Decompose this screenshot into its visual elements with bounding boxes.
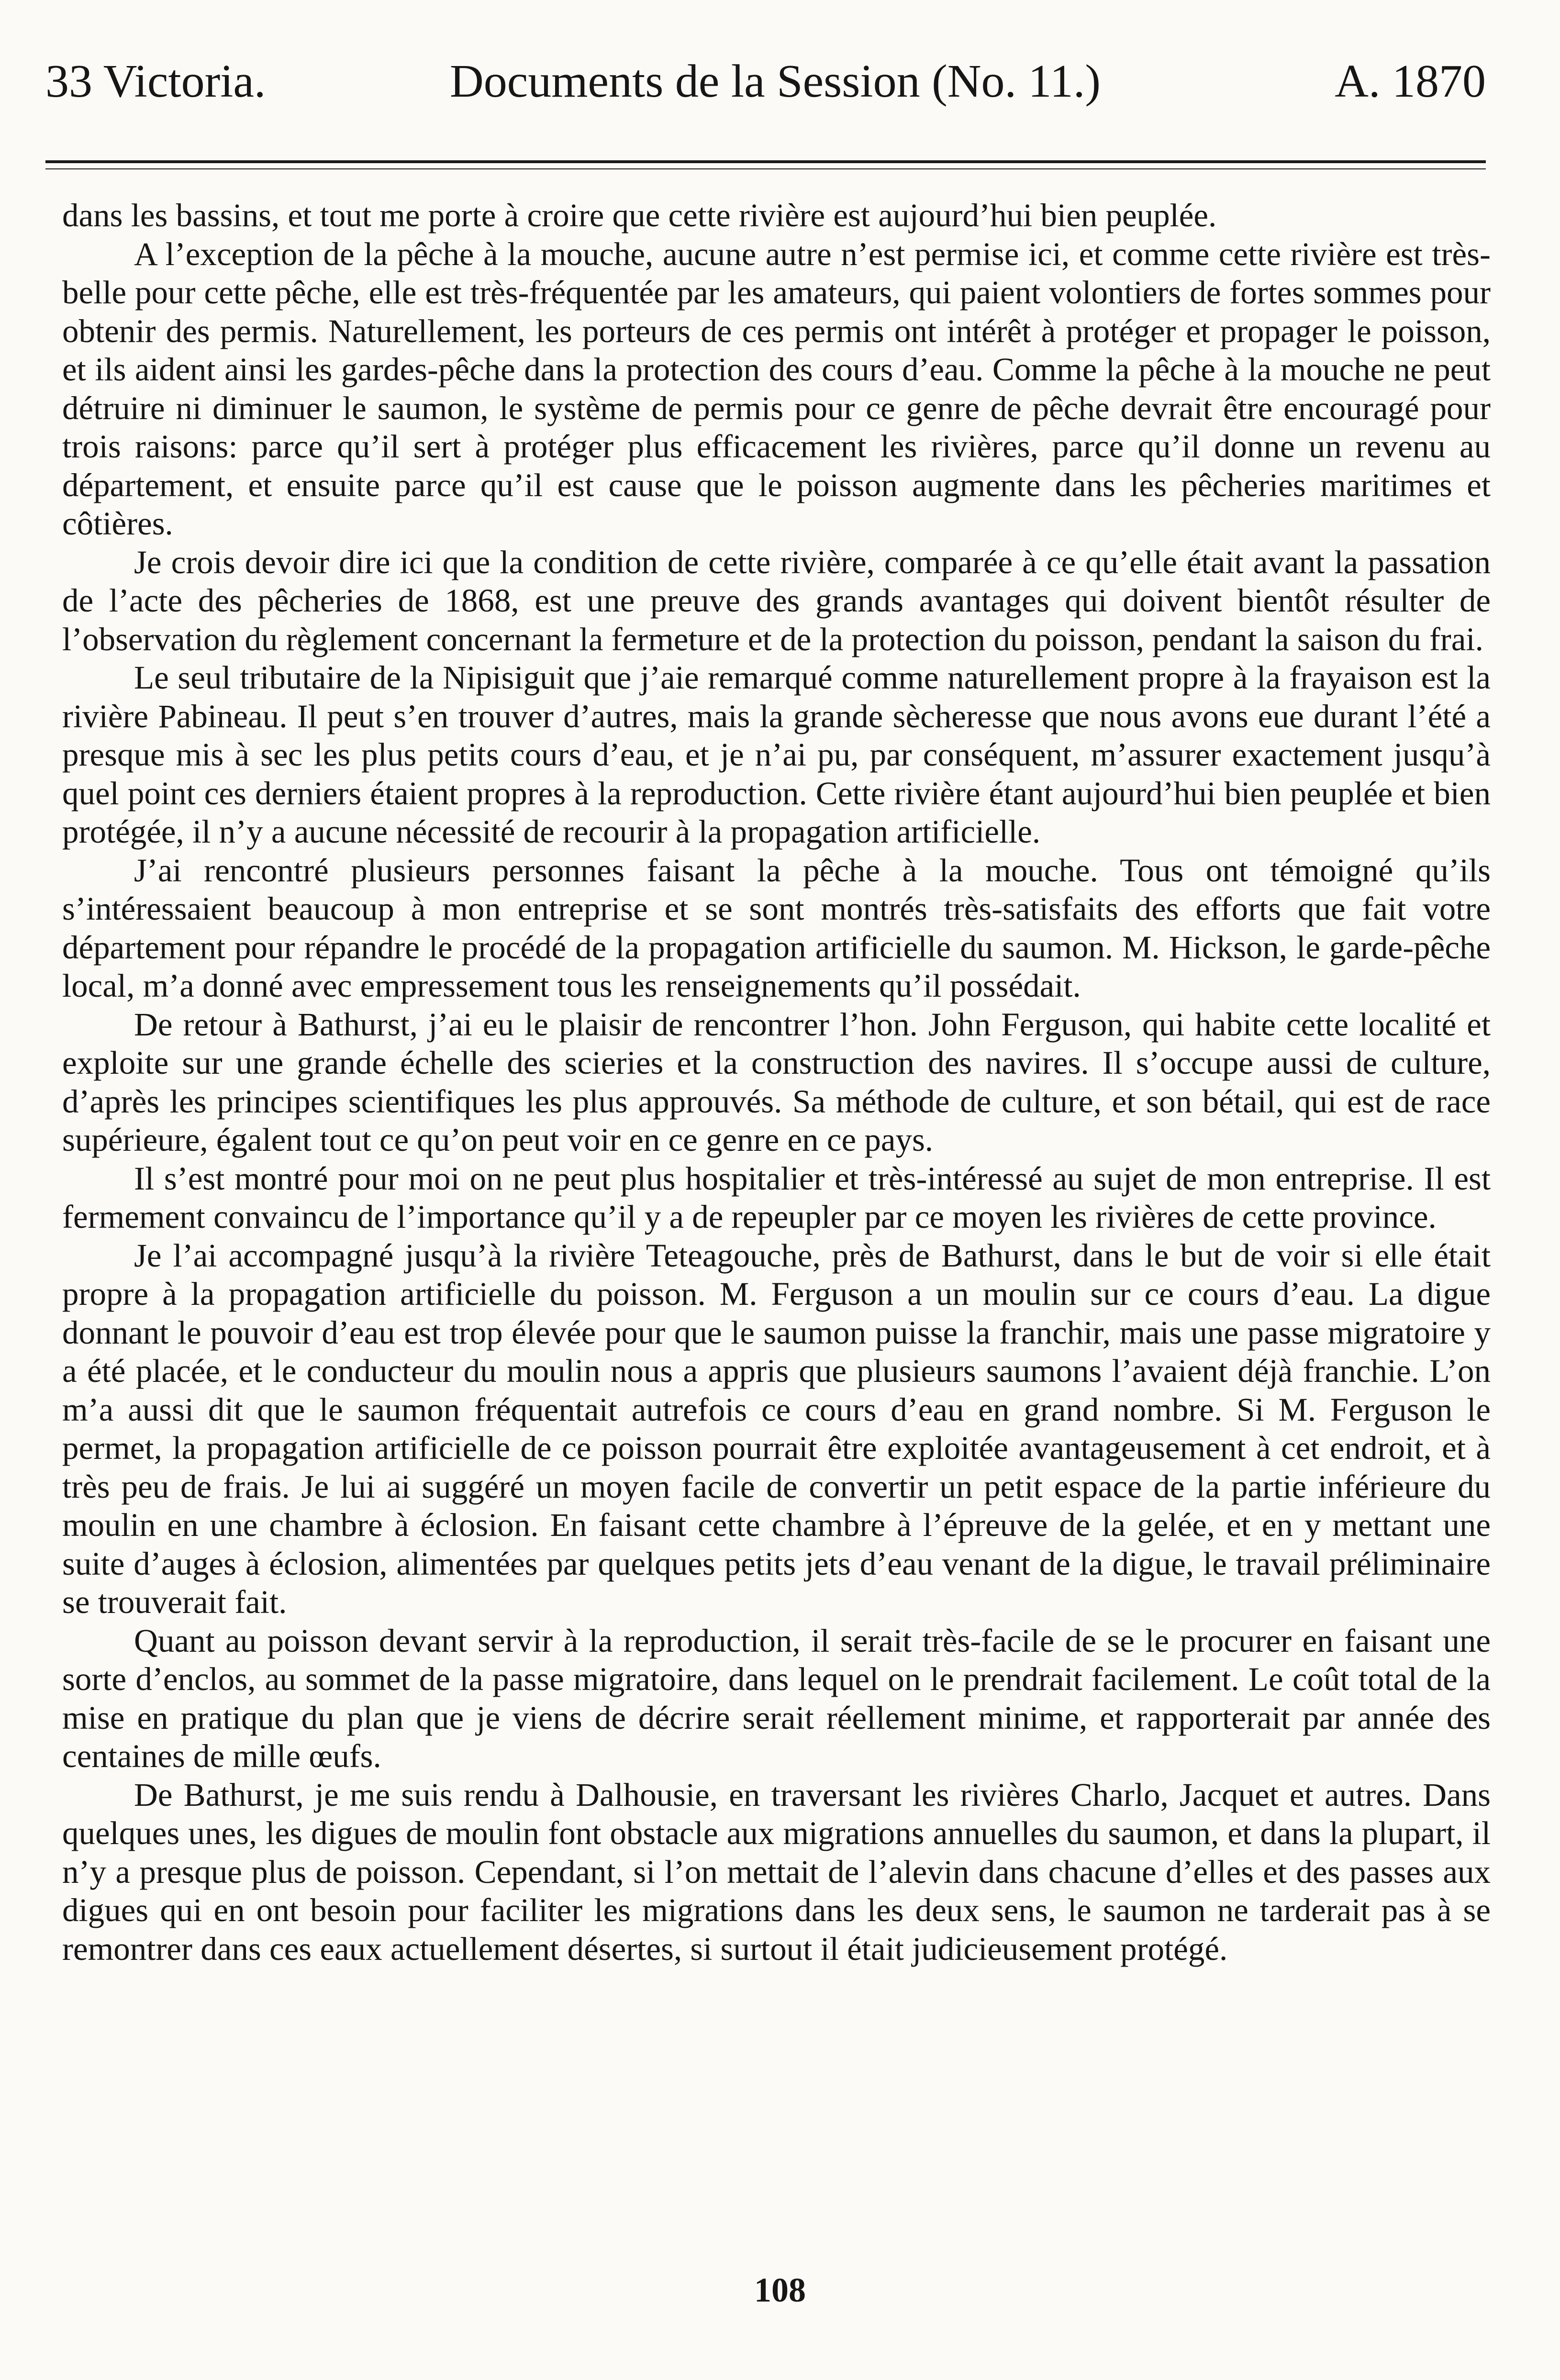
header-document-title: Documents de la Session (No. 11.) [450, 56, 1101, 107]
paragraph: Quant au poisson devant servir à la reproduction, il serait très-facile de se le procurer en faisant une sorte d’enclos, au sommet de la passe migratoire, dans lequel on le prendrait facilement. Le coût total de la mise en pratique du plan que je viens de décrire serait réellement minime, et rapporterait par année des centaines de mille œufs. [62, 1622, 1491, 1774]
paragraph: Je l’ai accompagné jusqu’à la rivière Teteagouche, près de Bathurst, dans le but de voir si elle était propre à la propagation artificielle du poisson. M. Ferguson a un moulin sur ce cours d’eau. La digue donnant le pouvoir d’eau est trop élevée pour que le saumon puisse la franchir, mais une passe migratoire y a été placée, et le conducteur du moulin nous a appris que plusieurs saumons l’avaient déjà franchie. L’on m’a aussi dit que le saumon fréquentait autrefois ce cours d’eau en grand nombre. Si M. Ferguson le permet, la propagation artificielle de ce poisson pourrait être exploitée avantageusement à cet endroit, et à très peu de frais. Je lui ai suggéré un moyen facile de convertir un petit espace de la partie inférieure du moulin en une chambre à éclosion. En faisant cette chambre à l’épreuve de la gelée, et en y mettant une suite d’auges à éclosion, alimentées par quelques petits jets d’eau venant de la digue, le travail préliminaire se trouverait fait. [62, 1237, 1491, 1620]
paragraph: A l’exception de la pêche à la mouche, aucune autre n’est permise ici, et comme cette rivière est très-belle pour cette pêche, elle est très-fréquentée par les amateurs, qui paient volontiers de fortes sommes pour obtenir des permis. Naturellement, les porteurs de ces permis ont intérêt à protéger et propager le poisson, et ils aident ainsi les gardes-pêche dans la protection des cours d’eau. Comme la pêche à la mouche ne peut détruire ni diminuer le saumon, le système de permis pour ce genre de pêche devrait être encouragé pour trois raisons: parce qu’il sert à protéger plus efficacement les rivières, parce qu’il donne un revenu au département, et ensuite parce qu’il est cause que le poisson augmente dans les pêcheries maritimes et côtières. [62, 235, 1491, 542]
body-text [62, 196, 1491, 1968]
paragraph: Je crois devoir dire ici que la condition de cette rivière, comparée à ce qu’elle était avant la passation de l’acte des pêcheries de 1868, est une preuve des grands avantages qui doivent bientôt résulter de l’observation du règlement concernant la fermeture et de la protection du poisson, pendant la saison du frai. [62, 544, 1491, 657]
paragraph: dans les bassins, et tout me porte à croire que cette rivière est aujourd’hui bien peuplée. [62, 197, 1217, 234]
page-number: 108 [754, 2271, 806, 2309]
paragraph: Le seul tributaire de la Nipisiguit que j’aie remarqué comme naturellement propre à la frayaison est la rivière Pabineau. Il peut s’en trouver d’autres, mais la grande sècheresse que nous avons eue durant l’été a presque mis à sec les plus petits cours d’eau, et je n’ai pu, par conséquent, m’assurer exactement jusqu’à quel point ces derniers étaient propres à la reproduction. Cette rivière étant aujourd’hui bien peuplée et bien protégée, il n’y a aucune nécessité de recourir à la propagation artificielle. [62, 659, 1491, 850]
header-rule-thin [45, 168, 1486, 169]
paragraph: J’ai rencontré plusieurs personnes faisant la pêche à la mouche. Tous ont témoigné qu’ils s’intéressaient beaucoup à mon entreprise et se sont montrés très-satisfaits des efforts que fait votre département pour répandre le procédé de la propagation artificielle du saumon. M. Hickson, le garde-pêche local, m’a donné avec empressement tous les renseignements qu’il possédait. [62, 852, 1491, 1004]
header-year: A. 1870 [1335, 56, 1486, 107]
header-regnal-year: 33 Victoria. [45, 56, 266, 107]
paragraph: De retour à Bathurst, j’ai eu le plaisir de rencontrer l’hon. John Ferguson, qui habite cette localité et exploite sur une grande échelle des scieries et la construction des navires. Il s’occupe aussi de culture, d’après les principes scientifiques les plus approuvés. Sa méthode de culture, et son bétail, qui est de race supérieure, égalent tout ce qu’on peut voir en ce genre en ce pays. [62, 1006, 1491, 1158]
header-rule-thick [45, 160, 1486, 163]
paragraph: De Bathurst, je me suis rendu à Dalhousie, en traversant les rivières Charlo, Jacquet et autres. Dans quelques unes, les digues de moulin font obstacle aux migrations annuelles du saumon, et dans la plupart, il n’y a presque plus de poisson. Cependant, si l’on mettait de l’alevin dans chacune d’elles et des passes aux digues qui en ont besoin pour faciliter les migrations dans les deux sens, le saumon ne tarderait pas à se remontrer dans ces eaux actuellement désertes, si surtout il était judicieusement protégé. [62, 1776, 1491, 1967]
running-header [45, 53, 1486, 110]
paragraph: Il s’est montré pour moi on ne peut plus hospitalier et très-intéressé au sujet de mon entreprise. Il est fermement convaincu de l’importance qu’il y a de repeupler par ce moyen les rivières de cette province. [62, 1160, 1491, 1235]
